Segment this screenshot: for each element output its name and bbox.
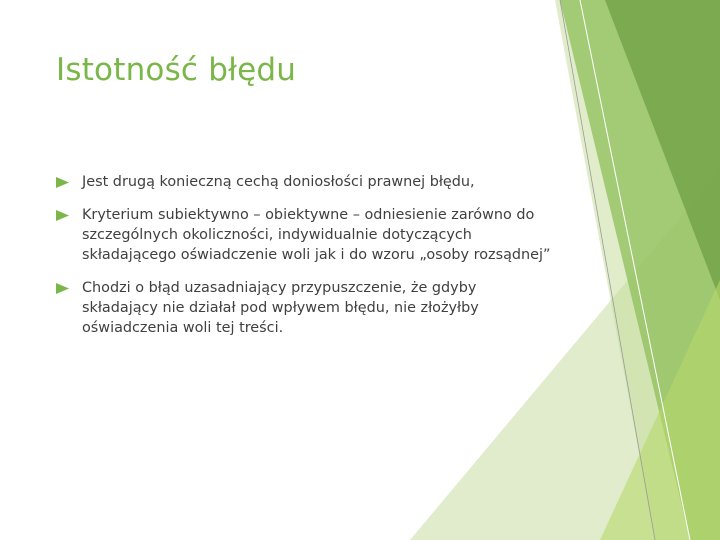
bullet-item (56, 278, 556, 338)
triangle-arrow-icon (56, 210, 69, 221)
bullet-text: Chodzi o błąd uzasadniający przypuszczenie, że gdyby składający nie działał pod wpływem błędu, nie złożyłby oświadczenia woli tej treści. (82, 280, 479, 336)
bullet-item (56, 172, 556, 192)
bullet-item (56, 205, 556, 265)
triangle-arrow-icon (56, 283, 69, 294)
slide-title: Istotność błędu (56, 52, 297, 88)
bullet-list (56, 172, 556, 351)
bullet-text: Kryterium subiektywno – obiektywne – odniesienie zarówno do szczególnych okoliczności, indywidualnie dotyczących składającego oświadczenie woli jak i do wzoru „osoby rozsądnej” (82, 207, 551, 263)
triangle-arrow-icon (56, 177, 69, 188)
bullet-text: Jest drugą konieczną cechą doniosłości prawnej błędu, (82, 174, 475, 190)
